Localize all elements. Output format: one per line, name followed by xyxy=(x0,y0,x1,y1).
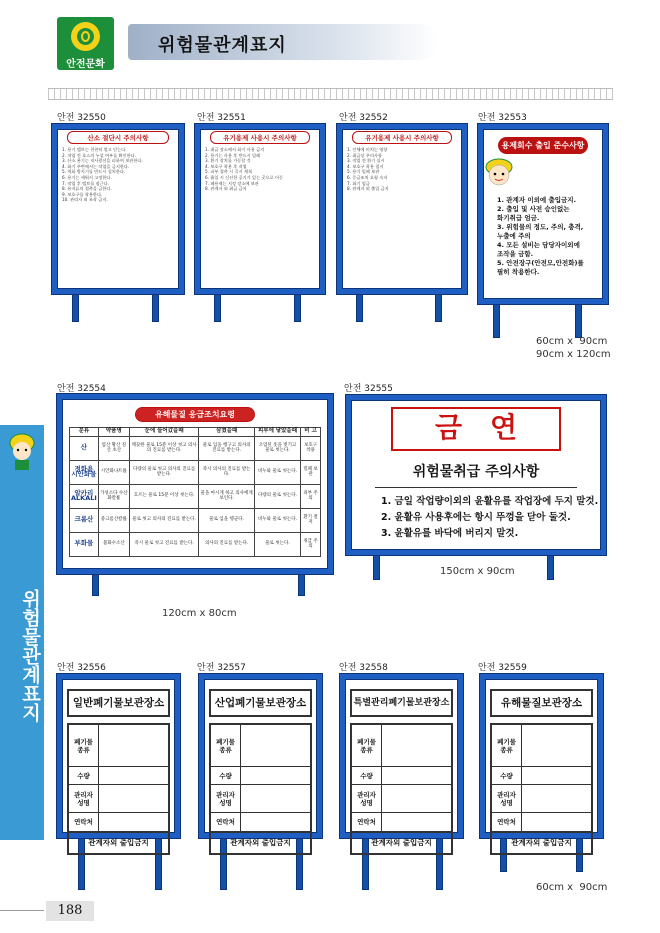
sign-title: 일반폐기물보관장소 xyxy=(67,689,170,717)
field-label: 관리자 성명 xyxy=(211,785,241,812)
safety-mascot-icon xyxy=(6,433,38,471)
sign-footer: 관계자외 출입금지 xyxy=(67,833,170,855)
product-code: 안전 32555 xyxy=(344,384,393,394)
table-cell: 취급 주의 xyxy=(301,532,321,556)
sign-title: 특별관리폐기물보관장소 xyxy=(350,689,453,717)
product-code: 안전 32557 xyxy=(197,663,246,673)
sign-title: 유기용제 사용시 주의사항 xyxy=(352,131,452,144)
field-label: 연락처 xyxy=(492,813,522,831)
table-cell: 크롬산 xyxy=(70,508,99,532)
field-row xyxy=(211,785,310,813)
section-sidebar xyxy=(0,425,44,840)
field-row xyxy=(492,813,591,831)
table-cell: 알카리 ALKALI xyxy=(70,484,99,508)
divider xyxy=(375,487,577,488)
table-cell: 염산 황산 질산 초산 xyxy=(98,436,129,460)
field-row xyxy=(352,813,451,831)
table-cell: 밀폐 보관 xyxy=(301,460,321,484)
table-header-row xyxy=(70,428,321,437)
table-header: 약품명 xyxy=(98,428,129,437)
field-row xyxy=(352,785,451,813)
table-header: 눈에 들어갔을때 xyxy=(129,428,199,437)
table-cell: 물로 씻는다. xyxy=(254,532,300,556)
table-cell: 시안화나트륨 xyxy=(98,460,129,484)
table-header: 삼켰을때 xyxy=(199,428,255,437)
table-cell: 물로 입을 헹구고 의사의 진료를 받는다. xyxy=(199,436,255,460)
table-cell: 부화물 xyxy=(70,532,99,556)
field-row xyxy=(211,767,310,785)
sign-body-text: 1. 취급 장소에서 화기 사용 금지 2. 용기는 사용 후 반드시 밀폐 3. 환기 장치를 가동할 것 4. 보호구 착용 후 작업 5. 피부 접촉 시 즉시 세척 6. 흡입 시 신선한 공기가 있는 곳으로 이동 7. 폐용제는 지정 장소에 보관 8. 관계자 외 취급 금지 xyxy=(205,147,284,192)
safety-mascot-icon xyxy=(483,158,515,188)
sign-board-32553 xyxy=(478,124,608,304)
sign-post xyxy=(575,300,582,338)
page-number: 188 xyxy=(46,901,94,921)
table-cell: 물을 마시게 하고 의사에게 보인다. xyxy=(199,484,255,508)
field-label: 폐기물 종류 xyxy=(492,725,522,766)
field-label: 수량 xyxy=(211,767,241,784)
sign-footer: 관계자외 출입금지 xyxy=(350,833,453,855)
page-title: 위험물관계표지 xyxy=(158,35,287,56)
product-code: 안전 32554 xyxy=(57,384,106,394)
field-label: 연락처 xyxy=(352,813,382,831)
first-aid-table xyxy=(69,427,321,557)
sign-board-32554 xyxy=(57,394,333,574)
field-label: 폐기물 종류 xyxy=(211,725,241,766)
sign-title: 용제회수 출입 준수사항 xyxy=(498,137,588,154)
size-label: 150cm x 90cm xyxy=(440,566,515,577)
table-cell: 즉시 의사의 진료를 받는다. xyxy=(199,460,255,484)
sign-post xyxy=(435,290,442,322)
sign-post xyxy=(294,290,301,322)
sign-board-32551 xyxy=(195,124,325,294)
field-label: 폐기물 종류 xyxy=(69,725,99,766)
sign-title: 산업폐기물보관장소 xyxy=(209,689,312,717)
field-row xyxy=(492,785,591,813)
sign-title: 유기용제 사용시 주의사항 xyxy=(210,131,310,144)
sign-post xyxy=(493,300,500,338)
product-code: 안전 32556 xyxy=(57,663,106,673)
table-cell: 오염된 옷을 벗기고 물로 씻는다. xyxy=(254,436,300,460)
sign-field-grid xyxy=(209,723,312,833)
field-row xyxy=(69,785,168,813)
table-cell: 의사의 진료를 받는다. xyxy=(199,532,255,556)
table-cell: 흐르는 물로 15분 이상 씻는다. xyxy=(129,484,199,508)
sign-board-32557 xyxy=(199,674,322,847)
field-row xyxy=(69,767,168,785)
field-row xyxy=(352,725,451,767)
table-row xyxy=(70,436,321,460)
table-header: 분류 xyxy=(70,428,99,437)
sign-footer: 관계자외 출입금지 xyxy=(209,833,312,855)
table-cell: 즉시 물로 씻고 진료를 받는다. xyxy=(129,532,199,556)
sign-post xyxy=(214,290,221,322)
field-row xyxy=(492,767,591,785)
table-cell: 비누와 물로 씻는다. xyxy=(254,460,300,484)
sign-post xyxy=(152,290,159,322)
sign-board-32559 xyxy=(480,674,603,847)
sign-subtitle: 위험물취급 주의사항 xyxy=(412,464,540,480)
field-label: 폐기물 종류 xyxy=(352,725,382,766)
size-label: 60cm x 90cm xyxy=(536,882,608,893)
sign-board-32552 xyxy=(337,124,467,294)
table-cell: 정화용 시안화물 xyxy=(70,460,99,484)
product-code: 안전 32558 xyxy=(339,663,388,673)
sign-board-32558 xyxy=(340,674,463,847)
field-label: 수량 xyxy=(492,767,522,784)
table-cell: 산 xyxy=(70,436,99,460)
size-label: 90cm x 120cm xyxy=(536,349,611,360)
sign-board-32556 xyxy=(57,674,180,847)
table-cell: 피부 주의 xyxy=(301,484,321,508)
table-cell: 깨끗한 물로 15분 이상 씻고 의사의 진료를 받는다. xyxy=(129,436,199,460)
sign-field-grid xyxy=(350,723,453,833)
field-row xyxy=(352,767,451,785)
product-code: 안전 32550 xyxy=(57,113,106,123)
sign-field-grid xyxy=(490,723,593,833)
sign-title: 유해물질보관장소 xyxy=(490,689,593,717)
table-cell: 중크롬산칼륨 xyxy=(98,508,129,532)
field-label: 관리자 성명 xyxy=(352,785,382,812)
table-header: 비 고 xyxy=(301,428,321,437)
logo-ring-icon xyxy=(71,22,100,51)
sign-field-grid xyxy=(67,723,170,833)
page-title-bar xyxy=(128,24,438,60)
no-smoking-banner: 금연 xyxy=(391,407,561,451)
sign-footer: 관계자외 출입금지 xyxy=(490,833,593,855)
sign-board-32550 xyxy=(52,124,184,294)
sign-body-text: 1. 용기 밸브는 천천히 열고 닫는다. 2. 작업 전 호스의 누설 여부를 확인한다. 3. 산소 용기는 직사광선을 피하여 보관한다. 4. 화기 주변에서는 작업을 금지한다. 5. 역화 방지기를 반드시 설치한다. 6. 용기는 세워서 고정한다. 7. 작업 후 밸브를 잠근다. 8. 유지류의 접촉을 금한다. 9. 보호구를 착용한다. 10. 관리자 외 조작 금지. xyxy=(62,147,143,203)
product-code: 안전 32552 xyxy=(339,113,388,123)
product-code: 안전 32553 xyxy=(478,113,527,123)
field-label: 연락처 xyxy=(211,813,241,831)
table-header: 피부에 닿았을때 xyxy=(254,428,300,437)
field-label: 관리자 성명 xyxy=(69,785,99,812)
field-label: 수량 xyxy=(352,767,382,784)
product-code: 안전 32559 xyxy=(478,663,527,673)
table-cell: 비누와 물로 씻는다. xyxy=(254,508,300,532)
field-label: 수량 xyxy=(69,767,99,784)
product-code: 안전 32551 xyxy=(197,113,246,123)
sign-post xyxy=(72,290,79,322)
table-cell: 물로 입을 헹군다. xyxy=(199,508,255,532)
field-row xyxy=(211,725,310,767)
field-row xyxy=(69,725,168,767)
table-cell: 환기 철저 xyxy=(301,508,321,532)
brand-logo xyxy=(57,17,114,70)
field-row xyxy=(211,813,310,831)
table-row xyxy=(70,484,321,508)
sign-rule-list: 1. 금일 작업량이외의 윤활유를 작업장에 두지 말것. 2. 윤활유 사용후에는 항시 뚜껑을 닫아 둘것. 3. 윤활유를 바닥에 버리지 말것. xyxy=(381,496,599,539)
table-cell: 불화수소산 xyxy=(98,532,129,556)
size-label: 60cm x 90cm xyxy=(536,336,608,347)
sign-title: 유해물질 응급조치요령 xyxy=(135,407,255,422)
size-label: 120cm x 80cm xyxy=(162,608,237,619)
table-cell: 다량의 물로 씻고 의사의 진료를 받는다. xyxy=(129,460,199,484)
logo-text: 안전문화 xyxy=(66,59,105,70)
sign-post xyxy=(356,290,363,322)
sign-board-32555 xyxy=(346,395,606,555)
field-label: 연락처 xyxy=(69,813,99,831)
table-cell: 가성소다 수산화칼륨 xyxy=(98,484,129,508)
sign-rule-list: 1. 관계자 이외에 출입금지. 2. 출입 및 사전 승인없는 화기취급 엄금. 3. 위험물의 정도, 주의, 충격, 누출에 주의 4. 모든 설비는 담당자이외에 조작을 금함. 5. 안전장구(안전모,안전화)를 필히 착용한다. xyxy=(497,196,584,276)
sign-body-text: 1. 인체에 미치는 영향 2. 취급상 주의사항 3. 작업 전 환기 실시 4. 보호구 착용 철저 5. 용기 밀폐 보관 6. 응급조치 요령 숙지 7. 화기 엄금 8. 관계자 외 출입 금지 xyxy=(347,147,389,192)
sign-title: 산소 절단시 주의사항 xyxy=(67,131,169,144)
sidebar-vertical-title: 위험물관계표지 xyxy=(19,588,41,722)
table-row xyxy=(70,532,321,556)
table-row xyxy=(70,508,321,532)
field-row xyxy=(492,725,591,767)
table-cell: 보호구 착용 xyxy=(301,436,321,460)
table-row xyxy=(70,460,321,484)
ruler-divider xyxy=(48,88,613,100)
field-row xyxy=(69,813,168,831)
field-label: 관리자 성명 xyxy=(492,785,522,812)
table-cell: 물로 씻고 의사의 진료를 받는다. xyxy=(129,508,199,532)
table-cell: 다량의 물로 씻는다. xyxy=(254,484,300,508)
